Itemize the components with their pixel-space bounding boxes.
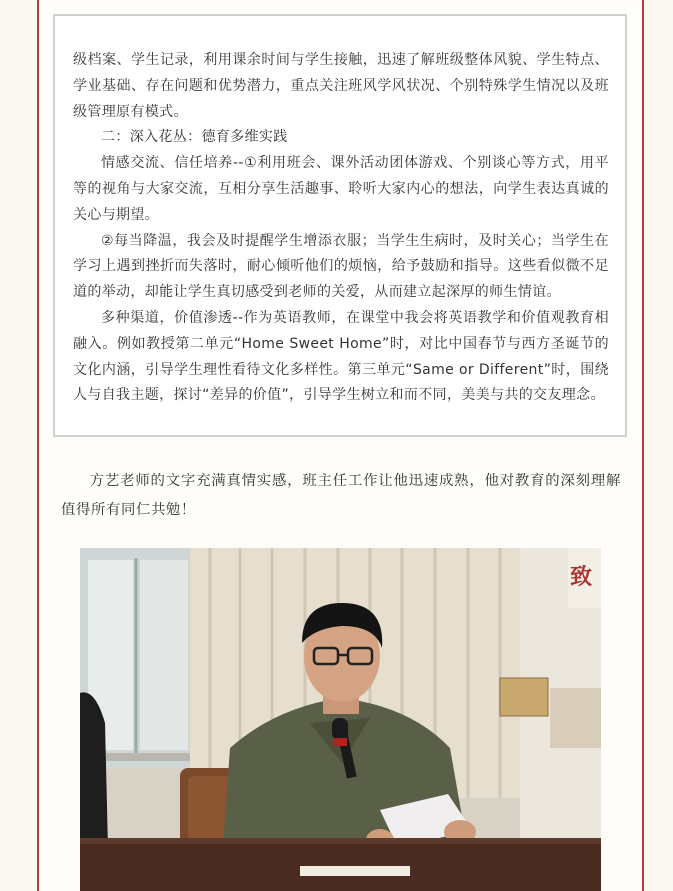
right-frame-line <box>642 0 644 891</box>
quote-paragraph: 多种渠道，价值渗透--作为英语教师，在课堂中我会将英语教学和价值观教育相融入。例如教授第二单元“Home Sweet Home”时，对比中国春节与西方圣诞节的文化内涵，引导学生理性看待文化多样性。第三单元“Same or Different”时，围绕人与自我主题，探讨“差异的价值”，引导学生树立和而不同，美美与共的交友理念。 <box>73 309 609 404</box>
photo-illustration <box>80 548 601 891</box>
quote-section-heading: 二：深入花丛：德育多维实践 <box>101 129 288 146</box>
comment-paragraph: 方艺老师的文字充满真情实感，班主任工作让他迅速成熟，他对教育的深刻理解值得所有同仁共勉！ <box>61 473 621 518</box>
quote-paragraph: 级档案、学生记录，利用课余时间与学生接触，迅速了解班级整体风貌、学生特点、学业基础、存在问题和优势潜力，重点关注班风学风状况、个别特殊学生情况以及班级管理原有模式。 <box>73 52 609 120</box>
article-body <box>39 0 642 891</box>
quote-paragraph: ②每当降温，我会及时提醒学生增添衣服；当学生生病时，及时关心；当学生在学习上遇到挫折而失落时，耐心倾听他们的烦恼，给予鼓励和指导。这些看似微不足道的举动，却能让学生真切感受到老师的关爱，从而建立起深厚的师生情谊。 <box>73 232 609 301</box>
quote-paragraph: 情感交流、信任培养--①利用班会、课外活动团体游戏、个别谈心等方式，用平等的视角与大家交流，互相分享生活趣事、聆听大家内心的想法，向学生表达真诚的关心与期望。 <box>73 155 609 223</box>
teacher-speaking-photo <box>80 548 601 891</box>
quote-box <box>53 14 627 437</box>
wall-sign-text: 致 <box>570 565 593 590</box>
editor-comment <box>61 467 621 525</box>
quote-text <box>73 48 609 409</box>
